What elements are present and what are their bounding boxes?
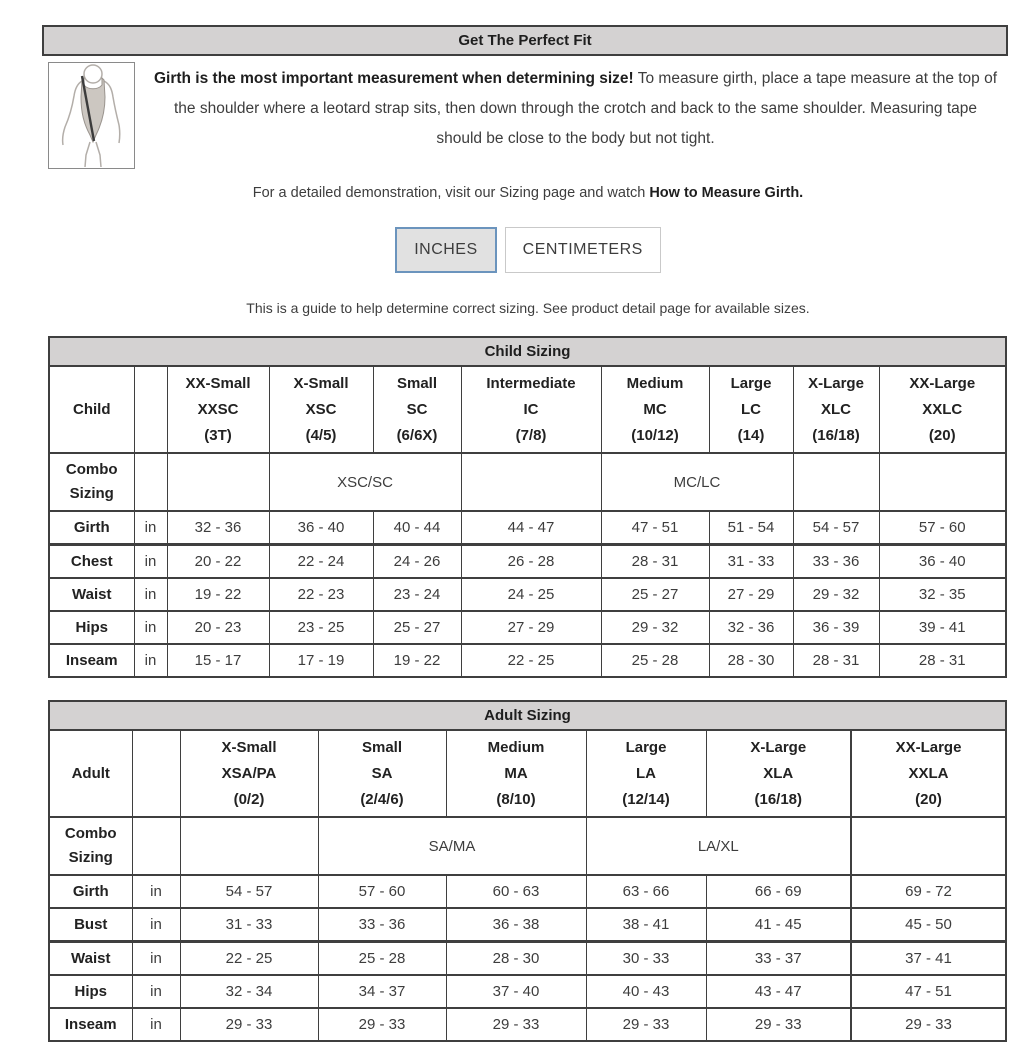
size-code: XXLC xyxy=(922,400,963,418)
girth-instructions-section xyxy=(48,62,1008,169)
size-value-cell: 57 - 60 xyxy=(318,875,446,908)
size-name: X-Small xyxy=(221,738,277,756)
size-numbers: (12/14) xyxy=(622,790,670,808)
size-name: X-Large xyxy=(808,374,864,392)
size-column-header xyxy=(706,730,851,817)
leotard-girth-diagram-icon xyxy=(48,62,135,169)
size-value-cell: 27 - 29 xyxy=(709,578,793,611)
adult-group-label: Adult xyxy=(49,730,132,817)
size-value-cell: 45 - 50 xyxy=(851,908,1006,942)
measurement-label: Inseam xyxy=(49,644,134,677)
size-value-cell: 28 - 30 xyxy=(709,644,793,677)
size-numbers: (16/18) xyxy=(754,790,803,808)
measurement-row-bust xyxy=(49,908,1006,942)
size-value-cell: 33 - 37 xyxy=(706,942,851,976)
size-value-cell: 32 - 36 xyxy=(167,511,269,545)
unit-cell: in xyxy=(134,644,167,677)
measurement-row-waist xyxy=(49,942,1006,976)
adult-combo-sizing-row xyxy=(49,817,1006,875)
measurement-row-inseam xyxy=(49,1008,1006,1041)
size-numbers: (10/12) xyxy=(631,426,679,444)
centimeters-button[interactable]: CENTIMETERS xyxy=(505,227,661,273)
size-name: X-Large xyxy=(750,738,807,756)
measurement-label: Girth xyxy=(49,875,132,908)
adult-table-header-row xyxy=(49,730,1006,817)
measurement-row-inseam xyxy=(49,644,1006,677)
child-sizing-table xyxy=(48,336,1007,678)
combo-span-mc-lc: MC/LC xyxy=(601,453,793,511)
size-value-cell: 34 - 37 xyxy=(318,975,446,1008)
adult-table-title: Adult Sizing xyxy=(49,701,1006,730)
size-value-cell: 29 - 33 xyxy=(706,1008,851,1041)
size-value-cell: 47 - 51 xyxy=(851,975,1006,1008)
size-value-cell: 54 - 57 xyxy=(180,875,318,908)
size-column-header xyxy=(709,366,793,453)
child-group-label: Child xyxy=(49,366,134,453)
size-code: XXLA xyxy=(908,764,949,782)
size-code: SA xyxy=(371,764,393,782)
empty-cell xyxy=(793,453,879,511)
size-name: Small xyxy=(361,738,403,756)
size-name: Intermediate xyxy=(486,374,576,392)
measurement-row-girth xyxy=(49,511,1006,545)
size-value-cell: 24 - 26 xyxy=(373,545,461,579)
size-column-header xyxy=(879,366,1006,453)
size-value-cell: 24 - 25 xyxy=(461,578,601,611)
size-name: Medium xyxy=(626,374,684,392)
size-column-header xyxy=(601,366,709,453)
size-value-cell: 26 - 28 xyxy=(461,545,601,579)
size-column-header xyxy=(446,730,586,817)
girth-intro-bold: Girth is the most important measurement when determining size! xyxy=(153,70,634,87)
size-value-cell: 63 - 66 xyxy=(586,875,706,908)
size-value-cell: 37 - 40 xyxy=(446,975,586,1008)
size-value-cell: 36 - 40 xyxy=(269,511,373,545)
size-value-cell: 25 - 27 xyxy=(601,578,709,611)
measurement-label: Hips xyxy=(49,611,134,644)
empty-cell xyxy=(851,817,1006,875)
measurement-row-hips xyxy=(49,975,1006,1008)
unit-cell: in xyxy=(132,942,180,976)
size-value-cell: 22 - 25 xyxy=(180,942,318,976)
size-column-header xyxy=(373,366,461,453)
demo-link-text: How to Measure Girth. xyxy=(649,185,804,201)
size-value-cell: 54 - 57 xyxy=(793,511,879,545)
size-value-cell: 33 - 36 xyxy=(318,908,446,942)
size-value-cell: 33 - 36 xyxy=(793,545,879,579)
size-value-cell: 19 - 22 xyxy=(373,644,461,677)
size-column-header xyxy=(180,730,318,817)
unit-cell: in xyxy=(132,875,180,908)
size-value-cell: 29 - 32 xyxy=(601,611,709,644)
measurement-label: Hips xyxy=(49,975,132,1008)
child-table-title-row xyxy=(49,337,1006,366)
size-value-cell: 31 - 33 xyxy=(709,545,793,579)
empty-cell xyxy=(134,453,167,511)
size-value-cell: 37 - 41 xyxy=(851,942,1006,976)
size-code: IC xyxy=(523,400,539,418)
size-code: MA xyxy=(504,764,528,782)
size-value-cell: 40 - 43 xyxy=(586,975,706,1008)
size-numbers: (4/5) xyxy=(305,426,337,444)
size-numbers: (8/10) xyxy=(496,790,536,808)
size-column-header xyxy=(318,730,446,817)
size-value-cell: 41 - 45 xyxy=(706,908,851,942)
size-value-cell: 20 - 22 xyxy=(167,545,269,579)
size-name: X-Small xyxy=(293,374,349,392)
measurement-row-girth xyxy=(49,875,1006,908)
size-code: XXSC xyxy=(197,400,239,418)
combo-span-la-xl: LA/XL xyxy=(586,817,851,875)
measurement-row-chest xyxy=(49,545,1006,579)
empty-cell xyxy=(132,817,180,875)
size-value-cell: 66 - 69 xyxy=(706,875,851,908)
size-numbers: (20) xyxy=(915,790,942,808)
size-column-header xyxy=(586,730,706,817)
size-numbers: (6/6X) xyxy=(396,426,438,444)
measurement-label: Inseam xyxy=(49,1008,132,1041)
size-value-cell: 27 - 29 xyxy=(461,611,601,644)
child-table-header-row xyxy=(49,366,1006,453)
size-name: XX-Large xyxy=(909,374,976,392)
size-value-cell: 69 - 72 xyxy=(851,875,1006,908)
size-value-cell: 43 - 47 xyxy=(706,975,851,1008)
size-code: SC xyxy=(406,400,428,418)
size-value-cell: 32 - 34 xyxy=(180,975,318,1008)
demo-instruction-line xyxy=(48,185,1008,201)
unit-cell: in xyxy=(132,1008,180,1041)
size-value-cell: 29 - 33 xyxy=(318,1008,446,1041)
size-value-cell: 32 - 35 xyxy=(879,578,1006,611)
size-value-cell: 23 - 24 xyxy=(373,578,461,611)
size-value-cell: 47 - 51 xyxy=(601,511,709,545)
size-name: Large xyxy=(625,738,667,756)
size-value-cell: 39 - 41 xyxy=(879,611,1006,644)
adult-sizing-table xyxy=(48,700,1007,1042)
size-numbers: (2/4/6) xyxy=(360,790,404,808)
size-column-header xyxy=(269,366,373,453)
size-column-header xyxy=(461,366,601,453)
measurement-label: Waist xyxy=(49,942,132,976)
size-value-cell: 25 - 28 xyxy=(601,644,709,677)
size-name: Medium xyxy=(487,738,545,756)
size-value-cell: 29 - 33 xyxy=(586,1008,706,1041)
size-value-cell: 22 - 25 xyxy=(461,644,601,677)
combo-sizing-label: Combo Sizing xyxy=(49,817,132,875)
size-value-cell: 28 - 30 xyxy=(446,942,586,976)
size-value-cell: 30 - 33 xyxy=(586,942,706,976)
unit-toggle xyxy=(48,227,1008,273)
size-column-header xyxy=(167,366,269,453)
empty-cell xyxy=(879,453,1006,511)
size-value-cell: 29 - 33 xyxy=(446,1008,586,1041)
size-numbers: (3T) xyxy=(204,426,232,444)
size-code: XSA/PA xyxy=(221,764,277,782)
size-value-cell: 28 - 31 xyxy=(879,644,1006,677)
size-value-cell: 31 - 33 xyxy=(180,908,318,942)
unit-cell: in xyxy=(132,908,180,942)
size-name: XX-Large xyxy=(895,738,962,756)
empty-cell xyxy=(180,817,318,875)
size-value-cell: 57 - 60 xyxy=(879,511,1006,545)
size-value-cell: 15 - 17 xyxy=(167,644,269,677)
size-name: Large xyxy=(730,374,772,392)
inches-button[interactable]: INCHES xyxy=(395,227,496,273)
demo-text: For a detailed demonstration, visit our Sizing page and watch xyxy=(252,185,650,201)
size-value-cell: 44 - 47 xyxy=(461,511,601,545)
size-value-cell: 36 - 38 xyxy=(446,908,586,942)
size-value-cell: 32 - 36 xyxy=(709,611,793,644)
size-value-cell: 19 - 22 xyxy=(167,578,269,611)
girth-intro-rest: To measure girth, place a tape measure at the top of the shoulder where a leotard strap sits, then down through the crotch and back to the same shoulder. Measuring tape should be close to the body but not tight. xyxy=(173,70,998,148)
size-name: Small xyxy=(396,374,438,392)
size-value-cell: 36 - 40 xyxy=(879,545,1006,579)
measurement-label: Waist xyxy=(49,578,134,611)
empty-cell xyxy=(167,453,269,511)
combo-span-xsc-sc: XSC/SC xyxy=(269,453,461,511)
sizing-guide-note: This is a guide to help determine correct sizing. See product detail page for available sizes. xyxy=(246,300,810,316)
size-value-cell: 51 - 54 xyxy=(709,511,793,545)
size-value-cell: 28 - 31 xyxy=(601,545,709,579)
size-value-cell: 28 - 31 xyxy=(793,644,879,677)
size-numbers: (14) xyxy=(737,426,765,444)
page-title: Get The Perfect Fit xyxy=(42,25,1008,56)
size-code: MC xyxy=(643,400,667,418)
size-value-cell: 22 - 23 xyxy=(269,578,373,611)
size-value-cell: 17 - 19 xyxy=(269,644,373,677)
unit-cell: in xyxy=(134,578,167,611)
girth-instructions-text xyxy=(135,62,1008,169)
measurement-row-waist xyxy=(49,578,1006,611)
size-value-cell: 25 - 28 xyxy=(318,942,446,976)
child-combo-sizing-row xyxy=(49,453,1006,511)
size-numbers: (7/8) xyxy=(515,426,547,444)
size-value-cell: 23 - 25 xyxy=(269,611,373,644)
combo-sizing-label: Combo Sizing xyxy=(49,453,134,511)
combo-span-sa-ma: SA/MA xyxy=(318,817,586,875)
size-name: XX-Small xyxy=(185,374,251,392)
size-code: LA xyxy=(636,764,656,782)
size-value-cell: 25 - 27 xyxy=(373,611,461,644)
size-value-cell: 60 - 63 xyxy=(446,875,586,908)
size-code: XSC xyxy=(305,400,337,418)
size-numbers: (16/18) xyxy=(812,426,860,444)
size-code: LC xyxy=(741,400,761,418)
size-value-cell: 22 - 24 xyxy=(269,545,373,579)
empty-unit-header-cell xyxy=(134,366,167,453)
size-code: XLA xyxy=(763,764,794,782)
unit-cell: in xyxy=(132,975,180,1008)
measurement-row-hips xyxy=(49,611,1006,644)
measurement-label: Girth xyxy=(49,511,134,545)
empty-cell xyxy=(461,453,601,511)
adult-table-title-row xyxy=(49,701,1006,730)
size-value-cell: 29 - 32 xyxy=(793,578,879,611)
unit-cell: in xyxy=(134,611,167,644)
size-value-cell: 20 - 23 xyxy=(167,611,269,644)
size-column-header xyxy=(851,730,1006,817)
size-code: XLC xyxy=(821,400,851,418)
unit-cell: in xyxy=(134,545,167,579)
child-table-title: Child Sizing xyxy=(49,337,1006,366)
size-numbers: (0/2) xyxy=(233,790,265,808)
measurement-label: Bust xyxy=(49,908,132,942)
size-value-cell: 36 - 39 xyxy=(793,611,879,644)
size-numbers: (20) xyxy=(928,426,956,444)
size-value-cell: 38 - 41 xyxy=(586,908,706,942)
size-value-cell: 29 - 33 xyxy=(180,1008,318,1041)
empty-unit-header-cell xyxy=(132,730,180,817)
unit-cell: in xyxy=(134,511,167,545)
size-column-header xyxy=(793,366,879,453)
size-value-cell: 40 - 44 xyxy=(373,511,461,545)
size-value-cell: 29 - 33 xyxy=(851,1008,1006,1041)
measurement-label: Chest xyxy=(49,545,134,579)
